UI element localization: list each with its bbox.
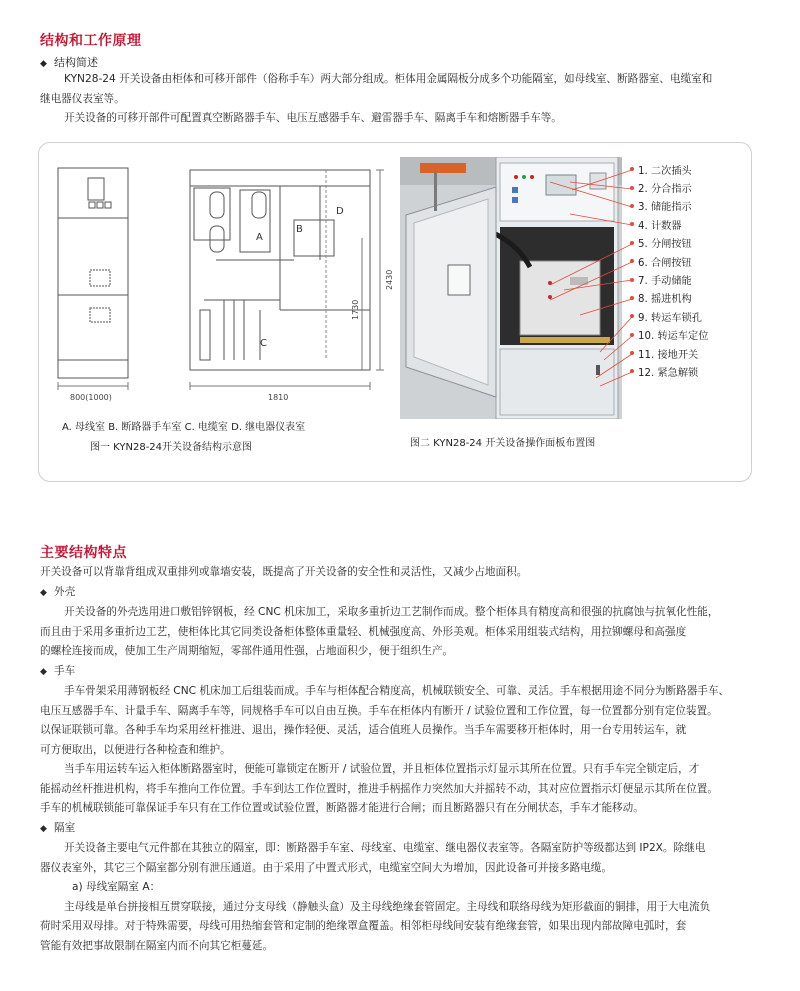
section-title-structure: 结构和工作原理: [40, 33, 142, 49]
cabinet-structure-drawing: [44, 160, 424, 410]
part-item: [630, 197, 750, 215]
dimension-lower-height: 1730: [351, 299, 360, 320]
bullet-dot-icon: [630, 351, 634, 355]
diamond-bullet-icon: ◆: [40, 823, 47, 834]
bullet-dot-icon: [630, 167, 634, 171]
dimension-front-width: 800(1000): [70, 393, 112, 402]
part-label: 3. 储能指示: [638, 202, 692, 214]
figure2-caption: 图二 KYN28-24 开关设备操作面板布置图: [410, 438, 596, 449]
part-label: 5. 分闸按钮: [638, 239, 692, 251]
dimension-total-height: 2430: [385, 269, 394, 290]
text-line: 管能有效把事故限制在隔室内而不向其它柜蔓延。: [40, 939, 274, 952]
callout-lines: [520, 160, 640, 420]
text-line: 手车骨架采用薄钢板经 CNC 机床加工后组装而成。手车与柜体配合精度高，机械联锁安全、可靠、灵活。手车根据用途不同分为断路器手车、: [64, 685, 730, 697]
part-item: [630, 344, 750, 362]
compartment-label-a: A: [256, 232, 263, 243]
compartment-label-d: D: [336, 206, 344, 217]
bullet-dot-icon: [630, 186, 634, 190]
subheading-shell: [40, 583, 760, 604]
operation-panel-parts-list: [630, 160, 750, 381]
subheading-compartment: [40, 819, 760, 840]
section-title-features: 主要结构特点: [40, 545, 127, 561]
features-body: [40, 563, 760, 956]
compartment-label-b: B: [296, 224, 303, 235]
text-line: 而且由于采用多重折边工艺，使柜体比其它同类设备柜体整体重量轻、机械强度高、外形美观。柜体采用组装式结构，用拉铆螺母和高强度: [40, 625, 687, 638]
part-label: 10. 转运车定位: [638, 331, 709, 343]
part-label: 7. 手动储能: [638, 276, 692, 288]
part-item: [630, 270, 750, 288]
text-line: 器仪表室外，其它三个隔室都分别有泄压通道。由于采用了中置式形式，电缆室空间大为增加，因此设备可并接多路电缆。: [40, 861, 613, 874]
subheading-intro-text: 结构简述: [54, 56, 98, 69]
part-label: 6. 合闸按钮: [638, 257, 692, 269]
text-line: 能摇动丝杆推进机构，将手车推向工作位置。手车到达工作位置时，推进手柄摇作力突然加大并摇转不动，其对应位置指示灯便显示其所在位置。: [40, 782, 718, 795]
figure1-legend: A. 母线室 B. 断路器手车室 C. 电缆室 D. 继电器仪表室: [62, 422, 306, 433]
text-line: 开关设备可以背靠背组成双重排列或靠墙安装，既提高了开关设备的安全性和灵活性，又减少占地面积。: [40, 566, 528, 578]
part-item: [630, 215, 750, 233]
part-item: [630, 289, 750, 307]
part-label: 1. 二次插头: [638, 165, 692, 177]
part-item: [630, 307, 750, 325]
bullet-dot-icon: [630, 369, 634, 373]
bullet-dot-icon: [630, 296, 634, 300]
text-line: 开关设备的可移开部件可配置真空断路器手车、电压互感器手车、避雷器手车、隔离手车和熔断器手车等。: [64, 112, 562, 124]
text-line: 继电器仪表室等。: [40, 92, 125, 105]
intro-paragraph: [40, 70, 760, 129]
bullet-dot-icon: [630, 222, 634, 226]
subheading-busbar: a) 母线室隔室 A：: [72, 881, 161, 893]
part-item: [630, 252, 750, 270]
diamond-bullet-icon: ◆: [40, 59, 47, 69]
bullet-dot-icon: [630, 278, 634, 282]
bullet-dot-icon: [630, 314, 634, 318]
compartment-label-c: C: [260, 338, 267, 349]
text-line: 荷时采用双母排。对于特殊需要，母线可用热缩套管和定制的绝缘罩盒覆盖。相邻柜母线间安装有绝缘套管，如果出现内部故障电弧时，套: [40, 920, 687, 932]
subheading-compartment-text: 隔室: [54, 821, 76, 834]
text-line: KYN28-24 开关设备由柜体和可移开部件（俗称手车）两大部分组成。柜体用金属隔板分成多个功能隔室，如母线室、断路器室、电缆室和: [64, 73, 713, 85]
subheading-intro: [40, 54, 98, 70]
part-label: 12. 紧急解锁: [638, 367, 699, 379]
bullet-dot-icon: [630, 333, 634, 337]
text-line: 手车的机械联锁能可靠保证手车只有在工作位置或试验位置，断路器才能进行合闸；而且断路器只有在分闸状态，手车才能移动。: [40, 802, 644, 814]
text-line: 开关设备主要电气元件都在其独立的隔室，即：断路器手车室、母线室、电缆室、继电器仪表室等。各隔室防护等级都达到 IP2X。除继电: [64, 842, 706, 854]
bullet-dot-icon: [630, 259, 634, 263]
part-label: 4. 计数器: [638, 220, 682, 232]
text-line: 以保证联锁可靠。各种手车均采用丝杆推进、退出，操作轻便、灵活，适合值班人员操作。当手车需要移开柜体时，用一台专用转运车，就: [40, 724, 687, 736]
text-line: 当手车用运转车运入柜体断路器室时，便能可靠锁定在断开 / 试验位置，并且柜体位置指示灯显示其所在位置。只有手车完全锁定后，才: [64, 763, 700, 775]
subheading-shell-text: 外壳: [54, 585, 76, 598]
part-label: 9. 转运车锁孔: [638, 312, 702, 324]
bullet-dot-icon: [630, 204, 634, 208]
bullet-dot-icon: [630, 241, 634, 245]
text-line: 电压互感器手车、计量手车、隔离手车等，同规格手车可以自由互换。手车在柜体内有断开 / 试验位置和工作位置，每一位置都分别有定位装置。: [40, 704, 718, 717]
part-label: 2. 分合指示: [638, 184, 692, 196]
text-line: 主母线是单台拼接相互贯穿联接，通过分支母线（静触头盒）及主母线绝缘套管固定。主母线和联络母线为矩形截面的铜排，用于大电流负: [64, 900, 711, 913]
text-line: 的螺栓连接而成，使加工生产周期缩短，零部件通用性强，占地面积少，便于组织生产。: [40, 645, 454, 657]
subheading-truck-text: 手车: [54, 664, 76, 677]
dimension-side-width: 1810: [268, 393, 289, 402]
part-item: [630, 362, 750, 380]
part-item: [630, 234, 750, 252]
figure1-caption: 图一 KYN28-24开关设备结构示意图: [90, 442, 253, 453]
diamond-bullet-icon: ◆: [40, 587, 47, 598]
part-label: 11. 接地开关: [638, 349, 699, 361]
part-item: [630, 178, 750, 196]
diamond-bullet-icon: ◆: [40, 666, 47, 677]
text-line: 可方便取出，以便进行各种检查和维护。: [40, 743, 231, 756]
part-item: [630, 160, 750, 178]
part-item: [630, 326, 750, 344]
part-label: 8. 摇进机构: [638, 294, 692, 306]
subheading-truck: [40, 662, 760, 683]
text-line: 开关设备的外壳选用进口敷铝锌钢板，经 CNC 机床加工，采取多重折边工艺制作而成。整个柜体具有精度高和很强的抗腐蚀与抗氧化性能，: [64, 606, 719, 618]
